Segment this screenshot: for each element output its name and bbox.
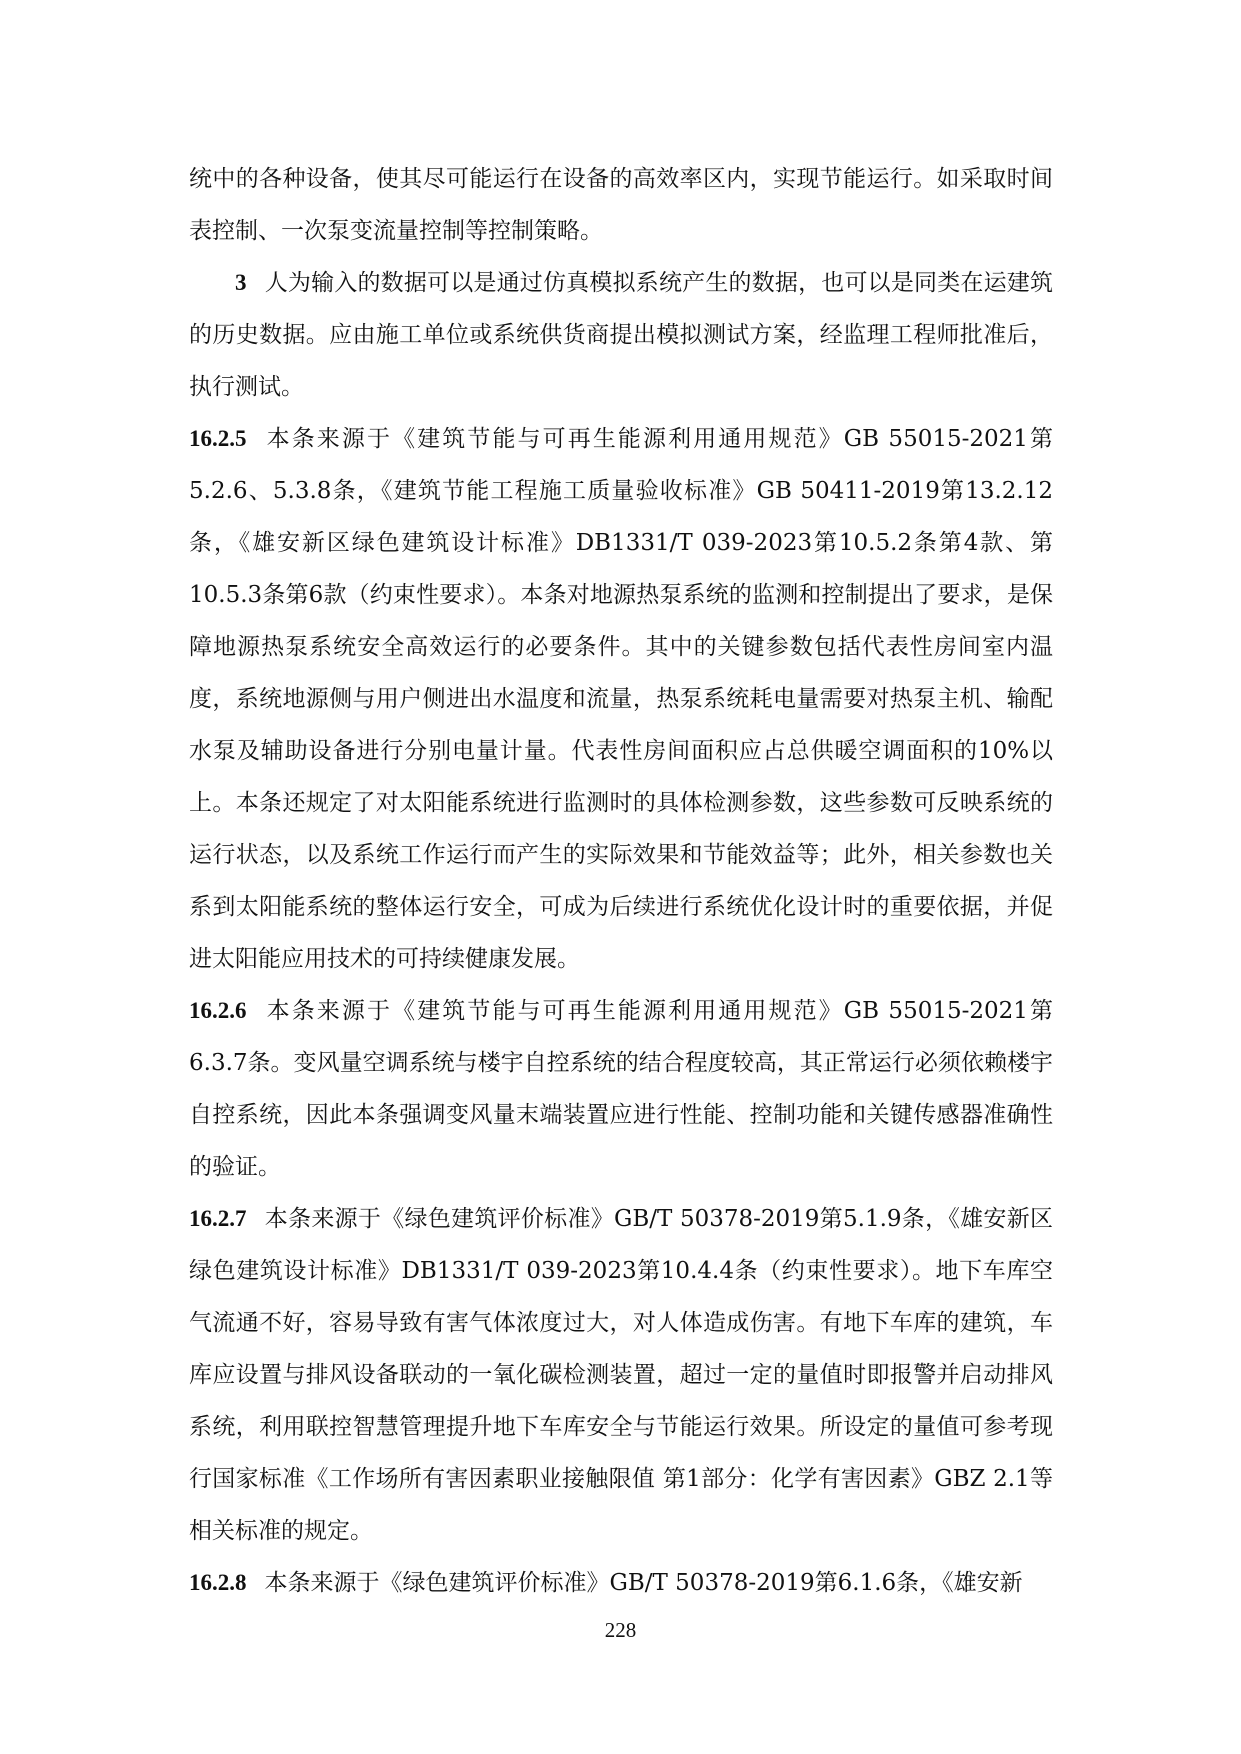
paragraph-text: 统中的各种设备，使其尽可能运行在设备的高效率区内，实现节能运行。如采取时间表控制、一次泵变流量控制等控制策略。 bbox=[189, 166, 1053, 244]
clause-text: 本条来源于《建筑节能与可再生能源利用通用规范》GB 55015-2021第5.2.6、5.3.8条，《建筑节能工程施工质量验收标准》GB 50411-2019第13.2.12条，《雄安新区绿色建筑设计标准》DB1331/T 039-2023第10.5.2条第4款、第10.5.3条第6款（约束性要求）。本条对地源热泵系统的监测和控制提出了要求，是保障地源热泵系统安全高效运行的必要条件。其中的关键参数包括代表性房间室内温度，系统地源侧与用户侧进出水温度和流量，热泵系统耗电量需要对热泵主机、输配水泵及辅助设备进行分别电量计量。代表性房间面积应占总供暖空调面积的10%以上。本条还规定了对太阳能系统进行监测时的具体检测参数，这些参数可反映系统的运行状态，以及系统工作运行而产生的实际效果和节能效益等；此外，相关参数也关系到太阳能系统的整体运行安全，可成为后续进行系统优化设计时的重要依据，并促进太阳能应用技术的可持续健康发展。 bbox=[189, 426, 1053, 972]
clause-text: 本条来源于《绿色建筑评价标准》GB/T 50378-2019第6.1.6条，《雄安新 bbox=[264, 1570, 1023, 1596]
paragraph-continuation bbox=[189, 153, 1053, 257]
body-text bbox=[189, 153, 1053, 1609]
clause-16-2-7 bbox=[189, 1193, 1053, 1557]
clause-text: 本条来源于《绿色建筑评价标准》GB/T 50378-2019第5.1.9条，《雄安新区绿色建筑设计标准》DB1331/T 039-2023第10.4.4条（约束性要求）。地下车库空气流通不好，容易导致有害气体浓度过大，对人体造成伤害。有地下车库的建筑，车库应设置与排风设备联动的一氧化碳检测装置，超过一定的量值时即报警并启动排风系统，利用联控智慧管理提升地下车库安全与节能运行效果。所设定的量值可参考现行国家标准《工作场所有害因素职业接触限值 第1部分：化学有害因素》GBZ 2.1等相关标准的规定。 bbox=[189, 1206, 1053, 1544]
clause-number: 16.2.5 bbox=[189, 426, 247, 451]
item-number: 3 bbox=[235, 270, 247, 295]
clause-number: 16.2.8 bbox=[189, 1570, 247, 1595]
paragraph-item-3 bbox=[189, 257, 1053, 413]
clause-number: 16.2.6 bbox=[189, 998, 247, 1023]
clause-16-2-8 bbox=[189, 1557, 1053, 1609]
clause-16-2-6 bbox=[189, 985, 1053, 1193]
paragraph-text: 人为输入的数据可以是通过仿真模拟系统产生的数据，也可以是同类在运建筑的历史数据。应由施工单位或系统供货商提出模拟测试方案，经监理工程师批准后，执行测试。 bbox=[189, 270, 1053, 400]
page-number: 228 bbox=[604, 1618, 637, 1642]
clause-number: 16.2.7 bbox=[189, 1206, 247, 1231]
clause-text: 本条来源于《建筑节能与可再生能源利用通用规范》GB 55015-2021第6.3.7条。变风量空调系统与楼宇自控系统的结合程度较高，其正常运行必须依赖楼宇自控系统，因此本条强调变风量末端装置应进行性能、控制功能和关键传感器准确性的验证。 bbox=[189, 998, 1053, 1180]
clause-16-2-5 bbox=[189, 413, 1053, 985]
